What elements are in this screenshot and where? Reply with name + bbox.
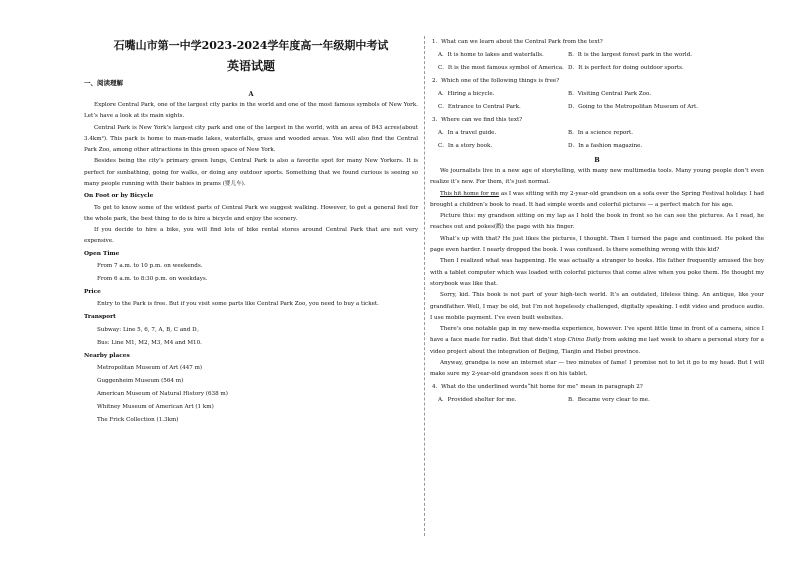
nearby-place: Guggenheim Museum (564 m) [97, 378, 184, 385]
question-1: 1．What can we learn about the Central Park from the text? [432, 39, 603, 45]
paragraph: To get to know some of the wildest parts of Central Park we suggest walking. However, to get a general feel for the whole park, the best thing to do is hire a bicycle and enjoy the scenery. [84, 204, 418, 222]
paragraph-text: as I was sitting with my 2-year-old grandson on a sofa over the Spring Festival holiday. I had brought a children’s book to read. It had simple words and colorful pictures — a perfect match for his age. [430, 190, 764, 208]
paragraph: Central Park is New York’s largest city park and one of the largest in the world, with an area of 843 acres(about 3.4km²). This park is home to man-made lakes, waterfalls, grass and wooded areas. You will also find the Central Park Zoo, among other attractions in this green space of New York. [84, 124, 418, 154]
paragraph: If you decide to hire a bike, you will find lots of bike rental stores around Central Park that are not very expensive. [84, 227, 418, 245]
option-d: D．It is perfect for doing outdoor sports. [568, 65, 684, 71]
underlined-phrase: This hit home for me [440, 190, 500, 197]
section-heading: 一、阅读理解 [84, 79, 123, 87]
paragraph-text: from asking me last week to share a personal story for a video project about the integration of Beijing, Tianjin and Hebei province. [430, 337, 764, 355]
open-time-weekday: From 6 a.m. to 8:30 p.m. on weekdays. [97, 276, 208, 283]
transport-bus: Bus: Line M1, M2, M3, M4 and M10. [97, 339, 202, 346]
heading-nearby: Nearby places [84, 352, 130, 359]
question-2-options [430, 88, 764, 101]
paragraph: Anyway, grandpa is now an internet star — two minutes of fame! I promise not to let it go to my head. But I will make sure my 2-year-old grandson sees it on his tablet. [430, 360, 764, 378]
option-b: B．It is the largest forest park in the world. [568, 52, 693, 58]
paragraph-text: There’s one notable gap in my new-media experience, however. I’ve spent little time in front of a camera, since I have a face made for radio. But that didn’t stop [430, 326, 764, 344]
option-d: D．In a fashion magazine. [568, 143, 643, 149]
question-3: 3．Where can we find this text? [432, 117, 523, 123]
question-2-options [430, 101, 764, 114]
option-a: A．Hiring a bicycle. [438, 91, 495, 97]
paragraph: Sorry, kid. This book is not part of your high-tech world. It’s an outdated, lifeless thing. An antique, like your grandfather. Well, I may be old, but I’m not hopelessly challenged, digitally speaking. I edit video and produce audio. I use mobile payment. I’ve even built websites. [430, 292, 764, 321]
nearby-place: The Frick Collection (1.3km) [97, 417, 179, 424]
transport-subway: Subway: Line 5, 6, 7, A, B, C and D。 [97, 326, 203, 333]
option-c: C．In a story book. [438, 143, 493, 149]
heading-on-foot: On Foot or by Bicycle [84, 193, 154, 200]
paragraph: What’s up with that? He just likes the pictures, I thought. Then I turned the page and continued. He poked the page even harder. I nearly dropped the book. I was confused. Is there something wrong with this kid? [430, 235, 764, 254]
option-b: B．Visiting Central Park Zoo. [568, 91, 652, 97]
option-d: D．Going to the Metropolitan Museum of Art. [568, 104, 698, 110]
price-text: Entry to the Park is free. But if you visit some parts like Central Park Zoo, you need to buy a ticket. [97, 301, 379, 308]
open-time-weekend: From 7 a.m. to 10 p.m. on weekends. [97, 262, 203, 269]
left-column [84, 36, 418, 428]
paragraph: Picture this: my grandson sitting on my lap as I hold the book in front so he can see the pictures. As I read, he reaches out and pokes(戳) the page with his finger. [430, 213, 764, 231]
option-a: A．Provided shelter for me. [438, 396, 517, 403]
heading-price: Price [84, 289, 101, 296]
question-2: 2．Which one of the following things is free? [432, 78, 560, 84]
right-column [430, 36, 764, 407]
option-a: A．It is home to lakes and waterfalls. [438, 52, 544, 58]
paragraph [430, 189, 764, 212]
paragraph: Explore Central Park, one of the largest city parks in the world and one of the most famous symbols of New York. Let’s have a look at its main sights. [84, 102, 418, 120]
option-a: A．In a travel guide. [438, 130, 497, 136]
question-3-options [430, 140, 764, 153]
heading-open-time: Open Time [84, 250, 120, 257]
question-3-options [430, 127, 764, 140]
passage-a-label: A [248, 90, 254, 98]
paragraph: Then I realized what was happening. He was actually a stranger to books. His father frequently amused the boy with a tablet computer which was loaded with colorful pictures that come alive when you poke them. He thought my storybook was like that. [430, 258, 764, 287]
nearby-place: Metropolitan Museum of Art (447 m) [97, 365, 203, 372]
nearby-place: Whitney Museum of American Art (1 km) [97, 404, 214, 411]
exam-title: 石嘴山市第一中学2023-2024学年度高一年级期中考试 [113, 39, 389, 52]
nearby-place: American Museum of Natural History (638 m) [97, 391, 228, 398]
heading-transport: Transport [84, 314, 116, 321]
question-1-options [430, 49, 764, 62]
option-c: C．It is the most famous symbol of America. [438, 65, 564, 71]
newspaper-name: China Daily [567, 337, 601, 344]
question-4: 4．What do the underlined words“hit home for me” mean in paragraph 2? [432, 383, 643, 390]
passage-b-label: B [594, 156, 600, 164]
paragraph [430, 324, 764, 358]
paragraph: We journalists live in a new age of storytelling, with many new multimedia tools. Many young people don’t even realize it’s new. For them, it’s just normal. [430, 168, 764, 186]
option-b: B．Became very clear to me. [568, 396, 650, 403]
question-4-options [430, 394, 764, 407]
exam-subtitle: 英语试题 [226, 59, 275, 73]
option-c: C．Entrance to Central Park. [438, 104, 521, 110]
option-b: B．In a science report. [568, 130, 633, 136]
column-divider [424, 36, 425, 536]
paragraph: Besides being the city’s primary green lungs, Central Park is also a favorite spot for many New Yorkers. It is perfect for sunbathing, going for walks, or doing any outdoor sports. Something that we found curious is seeing so many people running with their babies in prams (婴儿车). [84, 158, 418, 188]
question-1-options [430, 62, 764, 75]
